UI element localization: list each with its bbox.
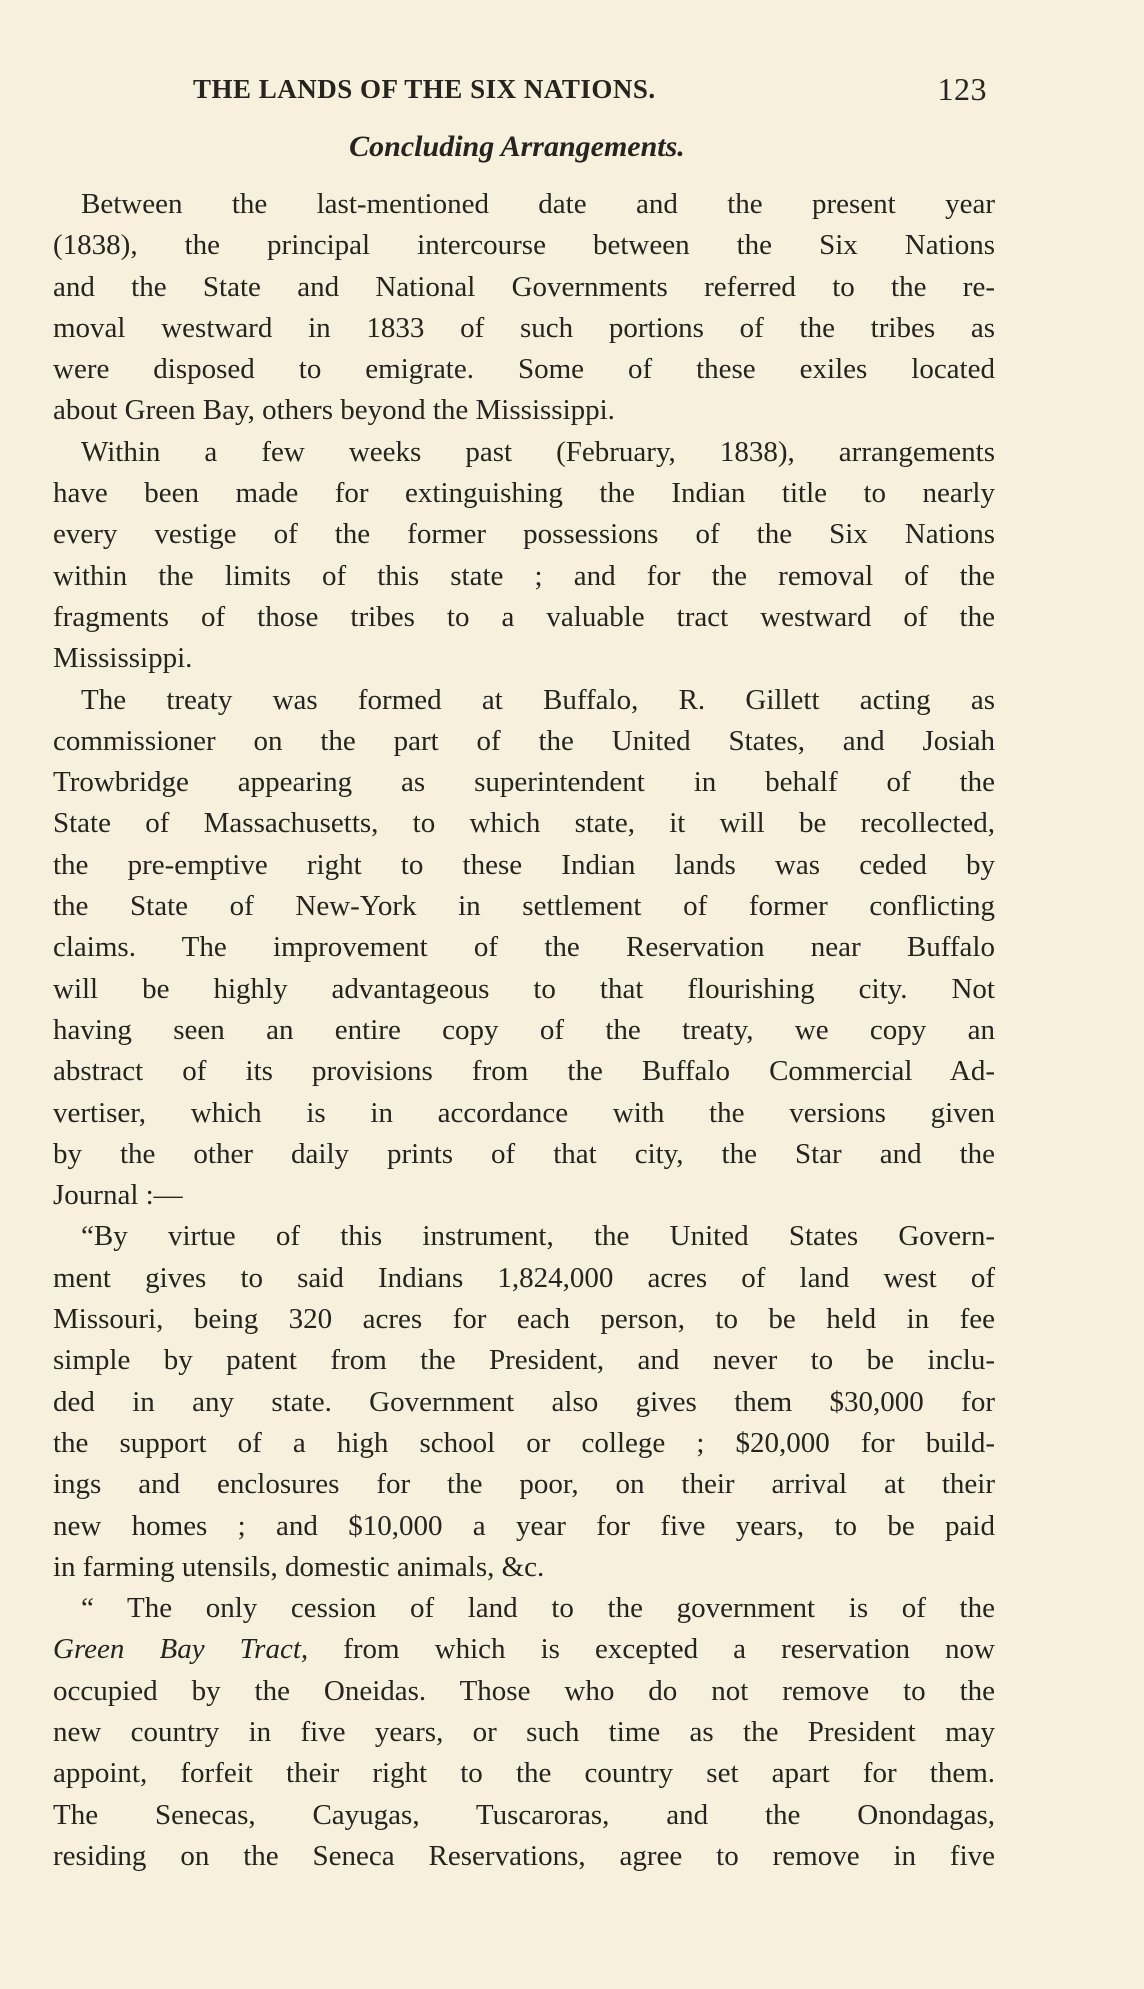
text-line: claims. The improvement of the Reservation near Buffalo	[53, 931, 995, 964]
text-line: The Senecas, Cayugas, Tuscaroras, and the Onondagas,	[53, 1798, 995, 1831]
text-line: moval westward in 1833 of such portions of the tribes as	[53, 311, 995, 344]
text-line: about Green Bay, others beyond the Mississippi.	[53, 394, 615, 427]
text-line: State of Massachusetts, to which state, it will be recollected,	[53, 807, 995, 840]
text-line: were disposed to emigrate. Some of these exiles located	[53, 353, 995, 386]
text-line: and the State and National Governments referred to the re-	[53, 270, 995, 303]
text-line: commissioner on the part of the United States, and Josiah	[53, 724, 995, 757]
line-text: from which is excepted a reservation now	[308, 1633, 995, 1666]
text-line: within the limits of this state ; and for the removal of the	[53, 559, 995, 592]
text-line: “ The only cession of land to the government is of the	[81, 1592, 995, 1625]
text-line: Journal :—	[53, 1179, 183, 1212]
text-line: new homes ; and $10,000 a year for five years, to be paid	[53, 1509, 995, 1542]
text-line: the pre-emptive right to these Indian lands was ceded by	[53, 848, 995, 881]
text-line: new country in five years, or such time as the President may	[53, 1715, 995, 1748]
text-line: in farming utensils, domestic animals, &c.	[53, 1550, 545, 1583]
italic-phrase: Green Bay Tract,	[53, 1633, 309, 1666]
text-line: will be highly advantageous to that flourishing city. Not	[53, 972, 995, 1005]
text-line: (1838), the principal intercourse between the Six Nations	[53, 229, 995, 262]
text-line: residing on the Seneca Reservations, agree to remove in five	[53, 1839, 995, 1872]
text-line: ings and enclosures for the poor, on their arrival at their	[53, 1468, 995, 1501]
text-line: Between the last-mentioned date and the present year	[81, 188, 995, 220]
text-line: every vestige of the former possessions of the Six Nations	[53, 518, 995, 551]
text-line: simple by patent from the President, and never to be inclu-	[53, 1344, 995, 1377]
text-line	[53, 1629, 995, 1670]
text-line: “By virtue of this instrument, the United States Govern-	[81, 1220, 995, 1253]
text-line: appoint, forfeit their right to the country set apart for them.	[53, 1757, 995, 1790]
page-number: 123	[937, 71, 987, 107]
text-line: ded in any state. Government also gives them $30,000 for	[53, 1385, 995, 1418]
text-line: the State of New-York in settlement of former conflicting	[53, 890, 995, 923]
section-heading: Concluding Arrangements.	[349, 130, 685, 163]
text-line: Mississippi.	[53, 642, 193, 675]
text-line: having seen an entire copy of the treaty, we copy an	[53, 1013, 995, 1046]
body-text	[53, 184, 995, 1877]
text-line: vertiser, which is in accordance with the versions given	[53, 1096, 995, 1129]
text-line: ment gives to said Indians 1,824,000 acres of land west of	[53, 1261, 995, 1294]
text-line: by the other daily prints of that city, the Star and the	[53, 1137, 995, 1170]
text-line: The treaty was formed at Buffalo, R. Gillett acting as	[81, 683, 995, 716]
running-header	[193, 71, 987, 110]
text-line: have been made for extinguishing the Indian title to nearly	[53, 477, 995, 510]
text-line: the support of a high school or college ; $20,000 for build-	[53, 1426, 995, 1459]
text-line: Trowbridge appearing as superintendent in behalf of the	[53, 766, 995, 799]
text-line: Missouri, being 320 acres for each person, to be held in fee	[53, 1303, 995, 1336]
text-line: abstract of its provisions from the Buffalo Commercial Ad-	[53, 1055, 995, 1088]
text-line: Within a few weeks past (February, 1838), arrangements	[81, 435, 995, 468]
running-title: THE LANDS OF THE SIX NATIONS.	[193, 74, 656, 104]
text-line: fragments of those tribes to a valuable tract westward of the	[53, 600, 995, 633]
text-line: occupied by the Oneidas. Those who do not remove to the	[53, 1674, 995, 1707]
